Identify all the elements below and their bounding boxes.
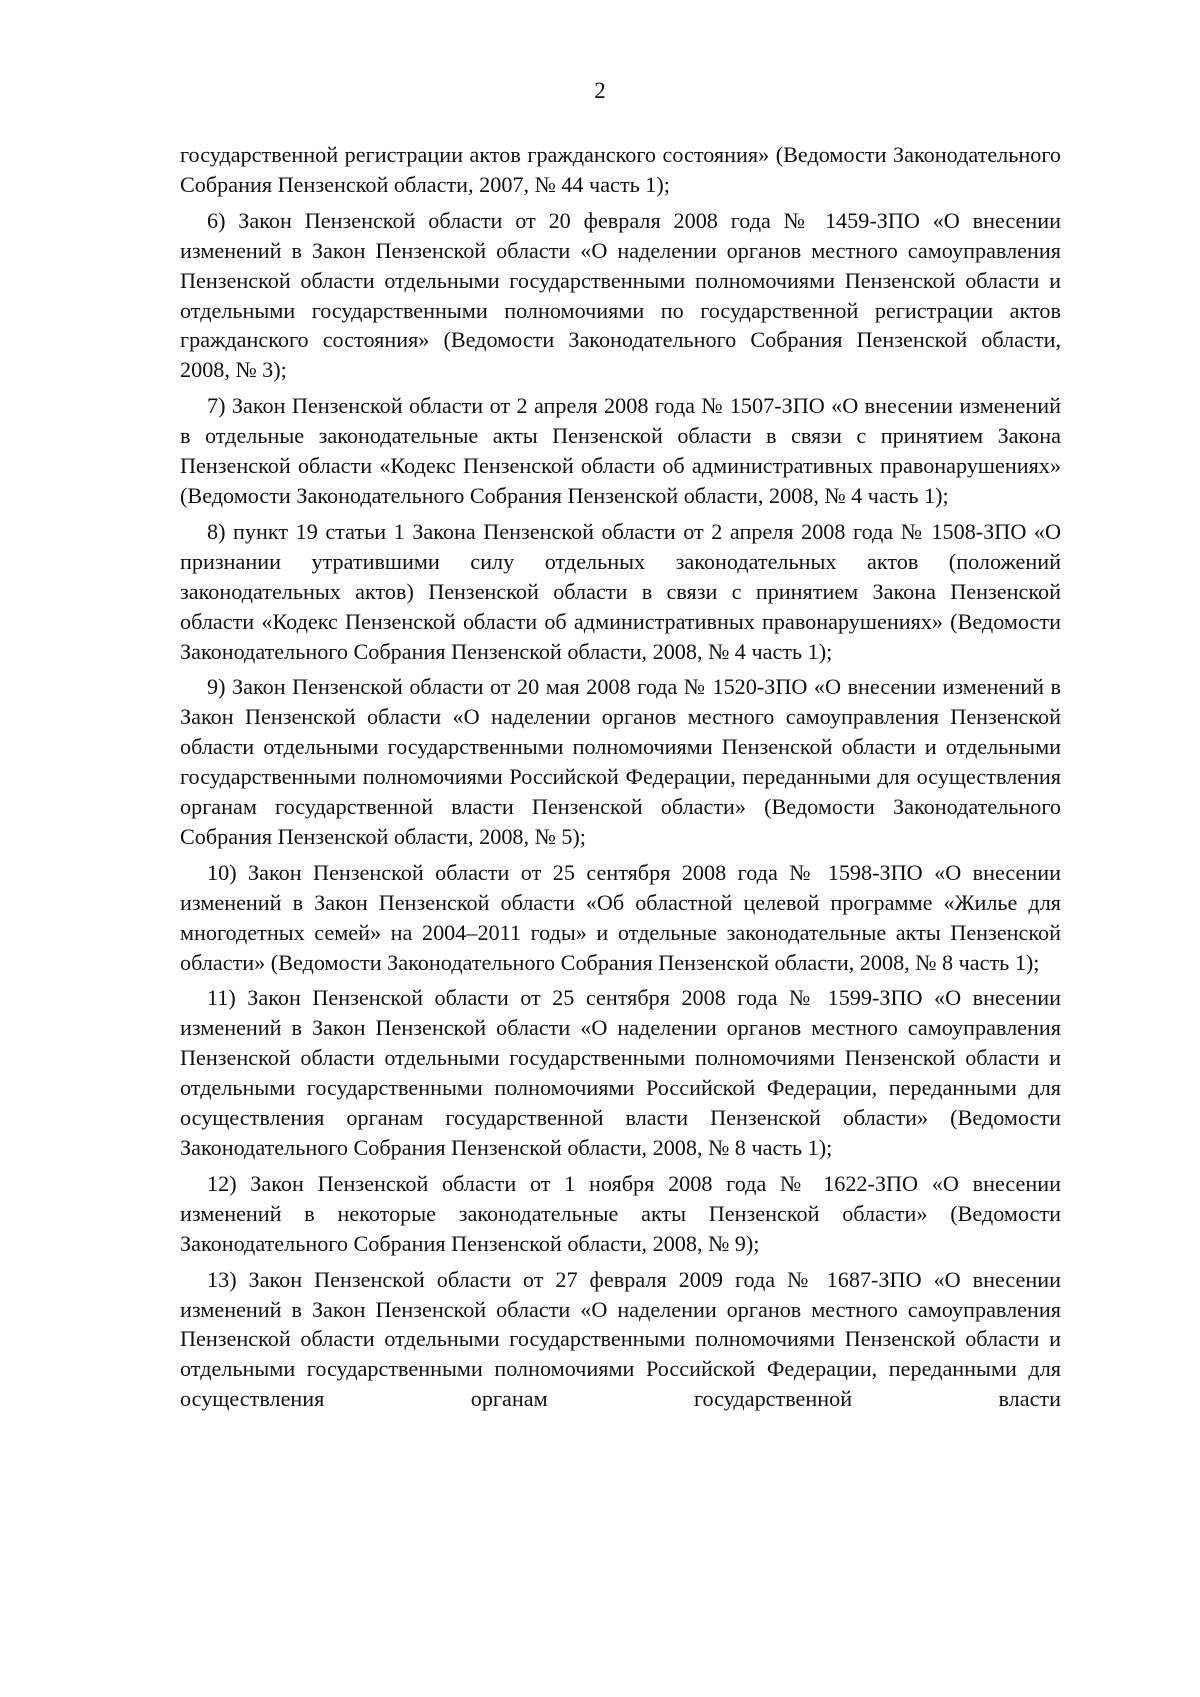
list-item-6: 6) Закон Пензенской области от 20 февраля 2008 года № 1459-ЗПО «О внесении изменений в Закон Пензенской области «О наделении органов местного самоуправления Пензенской области отдельными государственными полномочиями Пензенской области и отдельными государственными полномочиями по государственной регистрации актов гражданского состояния» (Ведомости Законодательного Собрания Пензенской области, 2008, № 3);	[180, 207, 1061, 383]
list-item-13: 13) Закон Пензенской области от 27 февраля 2009 года № 1687-ЗПО «О внесении изменений в Закон Пензенской области «О наделении органов местного самоуправления Пензенской области отдельными государственными полномочиями Пензенской области и отдельными государственными полномочиями Российской Федерации, переданными для осуществления органам государственной власти	[180, 1266, 1061, 1412]
list-item-11: 11) Закон Пензенской области от 25 сентября 2008 года № 1599-ЗПО «О внесении изменений в Закон Пензенской области «О наделении органов местного самоуправления Пензенской области отдельными государственными полномочиями Пензенской области и отдельными государственными полномочиями Российской Федерации, переданными для осуществления органам государственной власти Пензенской области» (Ведомости Законодательного Собрания Пензенской области, 2008, № 8 часть 1);	[180, 985, 1061, 1160]
paragraph-continuation: государственной регистрации актов гражданского состояния» (Ведомости Законодательного Собрания Пензенской области, 2007, № 44 часть 1);	[180, 142, 1061, 197]
list-item-7: 7) Закон Пензенской области от 2 апреля 2008 года № 1507-ЗПО «О внесении изменений в отдельные законодательные акты Пензенской области в связи с принятием Закона Пензенской области «Кодекс Пензенской области об административных правонарушениях» (Ведомости Законодательного Собрания Пензенской области, 2008, № 4 часть 1);	[180, 393, 1061, 508]
list-item-12: 12) Закон Пензенской области от 1 ноября 2008 года № 1622-ЗПО «О внесении изменений в некоторые законодательные акты Пензенской области» (Ведомости Законодательного Собрания Пензенской области, 2008, № 9);	[180, 1170, 1061, 1256]
list-item-10: 10) Закон Пензенской области от 25 сентября 2008 года № 1598-ЗПО «О внесении изменений в Закон Пензенской области «Об областной целевой программе «Жилье для многодетных семей» на 2004–2011 годы» и отдельные законодательные акты Пензенской области» (Ведомости Законодательного Собрания Пензенской области, 2008, № 8 часть 1);	[180, 859, 1061, 975]
list-item-8: 8) пункт 19 статьи 1 Закона Пензенской области от 2 апреля 2008 года № 1508-ЗПО «О признании утратившими силу отдельных законодательных актов (положений законодательных актов) Пензенской области в связи с принятием Закона Пензенской области «Кодекс Пензенской области об административных правонарушениях» (Ведомости Законодательного Собрания Пензенской области, 2008, № 4 часть 1);	[180, 518, 1061, 664]
document-body	[180, 140, 1061, 1420]
page-number: 2	[594, 78, 606, 103]
list-item-9: 9) Закон Пензенской области от 20 мая 2008 года № 1520-ЗПО «О внесении изменений в Закон Пензенской области «О наделении органов местного самоуправления Пензенской области отдельными государственными полномочиями Пензенской области и отдельными государственными полномочиями Российской Федерации, переданными для осуществления органам государственной власти Пензенской области» (Ведомости Законодательного Собрания Пензенской области, 2008, № 5);	[180, 674, 1061, 849]
